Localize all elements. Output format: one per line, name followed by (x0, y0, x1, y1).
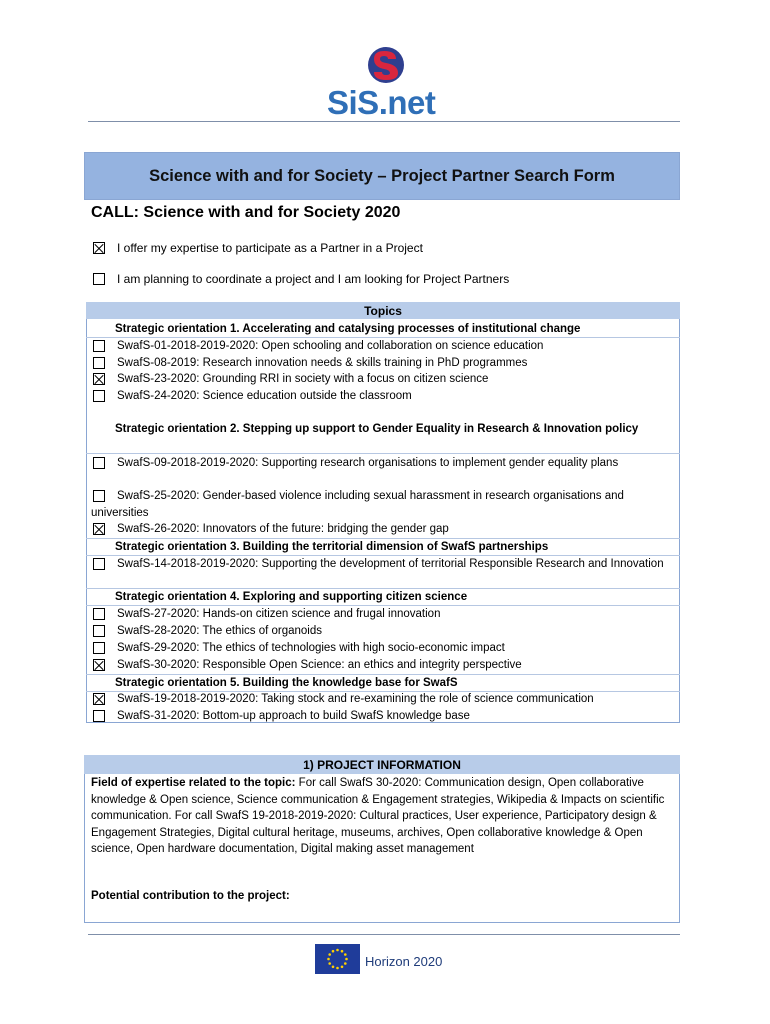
topic-item[interactable] (91, 691, 666, 708)
topics-heading: Topics (86, 302, 680, 319)
topic-label: SwafS-30-2020: Responsible Open Science: an ethics and integrity perspective (117, 659, 522, 671)
checkbox-unchecked[interactable] (93, 340, 105, 352)
topic-item[interactable] (91, 455, 666, 472)
field-label: Field of expertise related to the topic: (91, 777, 296, 789)
call-title: CALL: Science with and for Society 2020 (91, 204, 401, 221)
header-divider (88, 121, 680, 122)
checkbox-checked[interactable] (93, 523, 105, 535)
option-label: I offer my expertise to participate as a Partner in a Project (117, 241, 423, 255)
topic-label: SwafS-27-2020: Hands-on citizen science and frugal innovation (117, 608, 441, 620)
potential-contribution-label: Potential contribution to the project: (91, 890, 290, 902)
topic-label: SwafS-23-2020: Grounding RRI in society with a focus on citizen science (117, 373, 489, 385)
checkbox-checked[interactable] (93, 373, 105, 385)
topic-item[interactable] (91, 371, 666, 388)
checkbox-unchecked[interactable] (93, 558, 105, 570)
topic-item[interactable] (91, 623, 666, 640)
checkbox-unchecked[interactable] (93, 710, 105, 722)
topic-item[interactable] (91, 708, 666, 725)
checkbox-unchecked[interactable] (93, 625, 105, 637)
checkbox-unchecked[interactable] (93, 642, 105, 654)
orientation-2-title: Strategic orientation 2. Stepping up support to Gender Equality in Research & Innovation policy (115, 423, 639, 435)
topic-item[interactable] (91, 556, 666, 573)
option-coordinate-project[interactable] (93, 272, 509, 286)
form-title: Science with and for Society – Project Partner Search Form (84, 152, 680, 200)
topic-item[interactable] (91, 606, 666, 623)
logo-wordmark: SiS.net (327, 84, 436, 121)
topic-label: SwafS-14-2018-2019-2020: Supporting the development of territorial Responsible Research and Innovation (117, 558, 664, 570)
topic-item[interactable] (91, 488, 666, 521)
checkbox-checked[interactable] (93, 242, 105, 254)
topic-item[interactable] (91, 355, 666, 372)
topic-label: SwafS-01-2018-2019-2020: Open schooling and collaboration on science education (117, 340, 544, 352)
topic-label: SwafS-08-2019: Research innovation needs & skills training in PhD programmes (117, 357, 528, 369)
field-of-expertise[interactable] (91, 775, 671, 858)
topic-label: SwafS-24-2020: Science education outside the classroom (117, 390, 412, 402)
project-info-heading: 1) PROJECT INFORMATION (84, 755, 680, 774)
checkbox-unchecked[interactable] (93, 273, 105, 285)
topic-item[interactable] (91, 521, 666, 538)
field-text: For call SwafS 30-2020: Communication design, Open collaborative knowledge & Open science, Science communication & Engagement strategies, Wikipedia & Impacts on scientific communication. For call SwafS 19-2018-2019-2020: Cultural practices, User experience, Participatory design & Engagement Strategies, Digital cultural heritage, museums, archives, Open collaborative knowledge & Open science, Open hardware documentation, Digital making asset management (91, 777, 665, 855)
topic-label: SwafS-29-2020: The ethics of technologies with high socio-economic impact (117, 642, 505, 654)
topic-item[interactable] (91, 338, 666, 355)
topic-label: SwafS-31-2020: Bottom-up approach to build SwafS knowledge base (117, 710, 470, 722)
checkbox-unchecked[interactable] (93, 390, 105, 402)
checkbox-unchecked[interactable] (93, 490, 105, 502)
option-label: I am planning to coordinate a project and I am looking for Project Partners (117, 272, 510, 286)
topic-item[interactable] (91, 640, 666, 657)
horizon-2020-label: Horizon 2020 (365, 954, 443, 969)
footer-divider (88, 934, 680, 935)
topic-item[interactable] (91, 657, 666, 674)
row-divider (86, 453, 680, 454)
topic-label: SwafS-09-2018-2019-2020: Supporting research organisations to implement gender equality plans (117, 457, 619, 469)
option-offer-expertise[interactable] (93, 241, 423, 255)
checkbox-unchecked[interactable] (93, 457, 105, 469)
orientation-3-title: Strategic orientation 3. Building the territorial dimension of SwafS partnerships (115, 541, 549, 553)
orientation-4-title: Strategic orientation 4. Exploring and supporting citizen science (115, 591, 468, 603)
topic-label: SwafS-19-2018-2019-2020: Taking stock and re-examining the role of science communication (117, 693, 594, 705)
checkbox-unchecked[interactable] (93, 608, 105, 620)
checkbox-checked[interactable] (93, 693, 105, 705)
eu-flag-icon (315, 944, 360, 974)
orientation-1-title: Strategic orientation 1. Accelerating and catalysing processes of institutional change (115, 323, 581, 335)
topic-label: SwafS-28-2020: The ethics of organoids (117, 625, 322, 637)
topic-label: SwafS-25-2020: Gender-based violence including sexual harassment in research organisations and universities (91, 490, 624, 519)
topic-label: SwafS-26-2020: Innovators of the future: bridging the gender gap (117, 523, 449, 535)
topic-item[interactable] (91, 388, 666, 405)
orientation-5-title: Strategic orientation 5. Building the knowledge base for SwafS (115, 677, 458, 689)
checkbox-checked[interactable] (93, 659, 105, 671)
checkbox-unchecked[interactable] (93, 357, 105, 369)
